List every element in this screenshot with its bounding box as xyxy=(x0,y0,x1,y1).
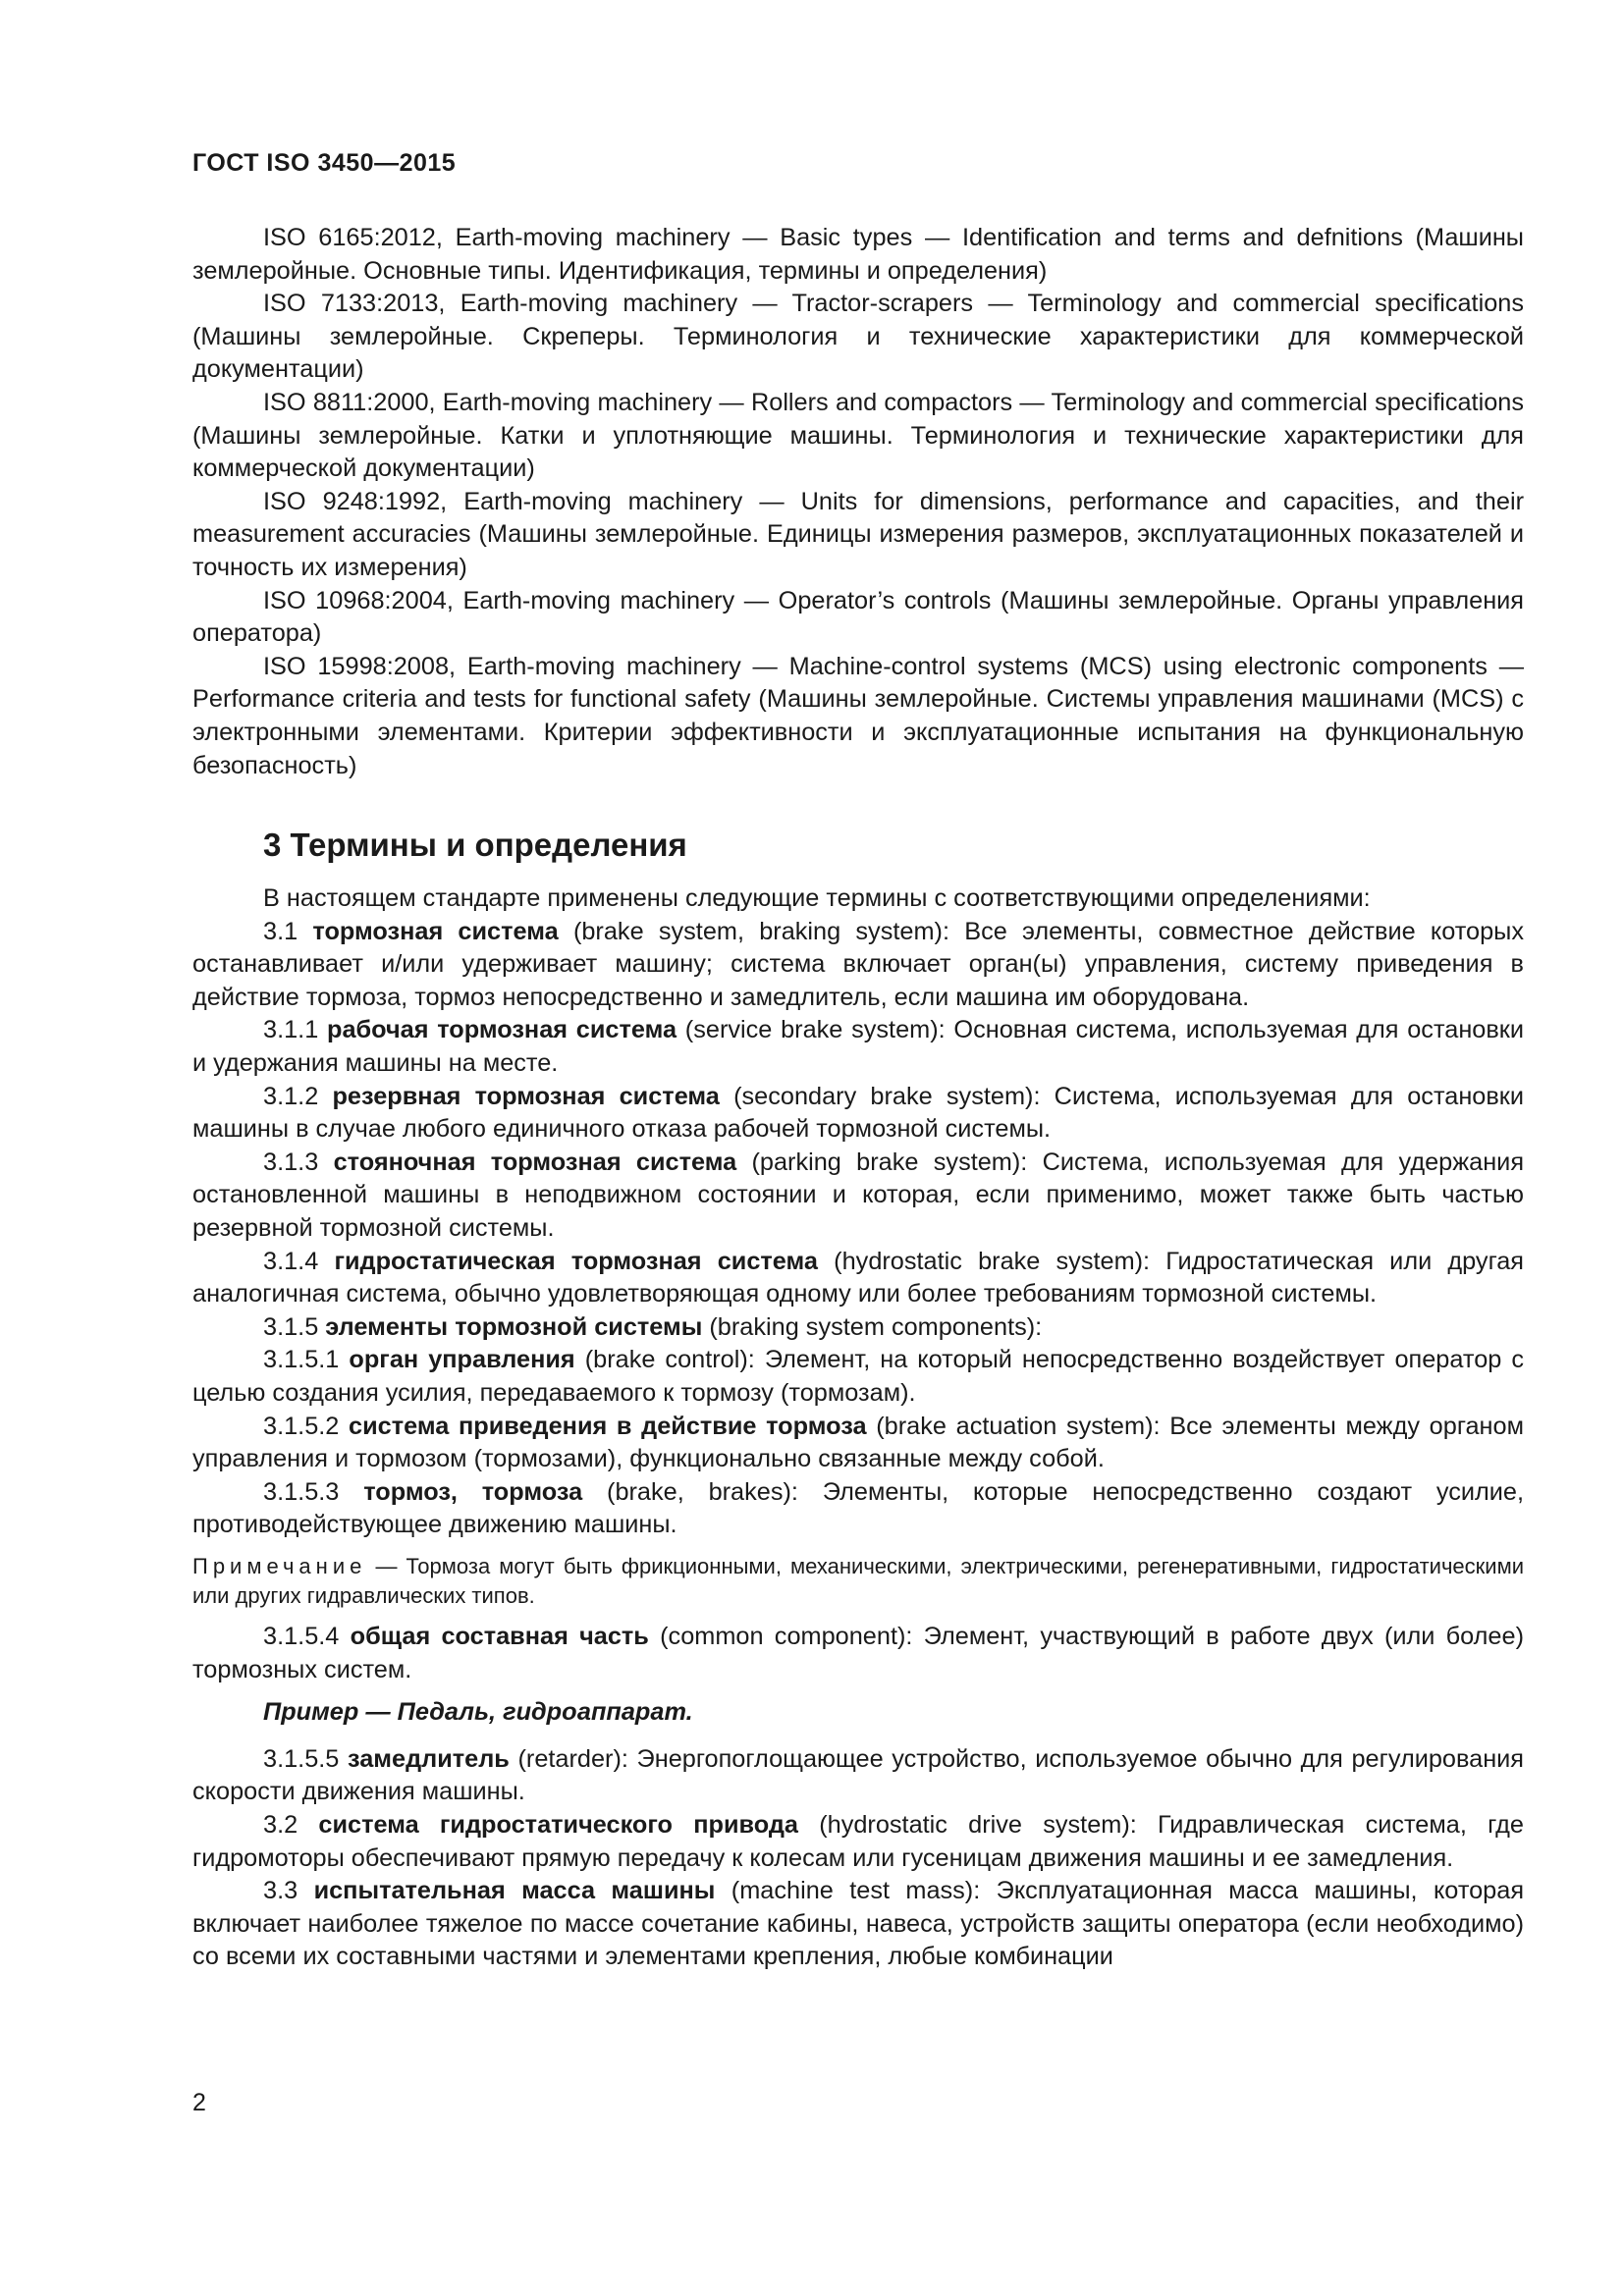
term-definition: 3.1 тормозная система (brake system, braking system): Все элементы, совместное действие которых останавливает и/или удерживает машину; система включает орган(ы) управления, систему приведения в действие тормоза, тормоз непосредственно и замедлитель, если машина им оборудована. xyxy=(192,917,1525,1011)
page-number: 2 xyxy=(192,2089,206,2116)
note xyxy=(192,1552,1524,1611)
term-name: стояночная тормозная система xyxy=(333,1148,737,1176)
term-name: тормозная система xyxy=(312,917,559,945)
note-label: Примечание xyxy=(192,1553,367,1578)
term-name: общая составная часть xyxy=(350,1622,649,1650)
reference-item: ISO 7133:2013, Earth-moving machinery — Tractor-scrapers — Terminology and commercial specifications (Машины землеройные. Скреперы. Терминология и технические характеристики для коммерческой документации) xyxy=(192,290,1524,384)
term-definition: 3.1.5.1 орган управления (brake control): Элемент, на который непосредственно воздействует оператор с целью создания усилия, передаваемого к тормозу (тормозам). xyxy=(192,1346,1524,1407)
term-definition: 3.1.3 стояночная тормозная система (parking brake system): Система, используемая для удержания остановленной машины в неподвижном состоянии и которая, если применимо, может также быть частью резервной тормозной системы. xyxy=(192,1148,1525,1243)
term-definition: 3.1.5.3 тормоз, тормоза (brake, brakes): Элементы, которые непосредственно создают усилие, противодействующее движению машины. xyxy=(192,1477,1524,1539)
standard-header: ГОСТ ISO 3450—2015 xyxy=(192,149,457,177)
term-definition: 3.1.5 элементы тормозной системы (braking system components): xyxy=(263,1312,1043,1341)
document-body xyxy=(192,222,1524,1974)
note-text: — Тормоза могут быть фрикционными, механическими, электрическими, регенеративными, гидростатическими или других гидравлических типов. xyxy=(192,1553,1524,1608)
term-name: элементы тормозной системы xyxy=(325,1312,703,1341)
term-definition: 3.1.5.2 система приведения в действие тормоза (brake actuation system): Все элементы между органом управления и тормозом (тормозами), функционально связанные между собой. xyxy=(192,1412,1524,1473)
term-definition: 3.1.4 гидростатическая тормозная система (hydrostatic brake system): Гидростатическая или другая аналогичная система, обычно удовлетворяющая одному или более требованиям тормозной системы. xyxy=(192,1247,1525,1308)
term-name: гидростатическая тормозная система xyxy=(334,1247,818,1275)
term-name: орган управления xyxy=(349,1346,575,1374)
term-name: тормоз, тормоза xyxy=(363,1477,583,1506)
reference-item: ISO 8811:2000, Earth-moving machinery — Rollers and compactors — Terminology and commercial specifications (Машины землеройные. Катки и уплотняющие машины. Терминология и технические характеристики для коммерческой документации) xyxy=(192,388,1524,483)
term-definition: 3.1.1 рабочая тормозная система (service brake system): Основная система, используемая для остановки и удержания машины на месте. xyxy=(192,1016,1525,1078)
term-name: система приведения в действие тормоза xyxy=(349,1412,867,1440)
term-name: испытательная масса машины xyxy=(313,1877,716,1905)
reference-item: ISO 15998:2008, Earth-moving machinery — Machine-control systems (MCS) using electronic components — Performance criteria and tests for functional safety (Машины землеройные. Системы управления машинами (MCS) с электронными элементами. Критерии эффективности и эксплуатационные испытания на функциональную безопасность) xyxy=(192,652,1524,779)
term-definition: 3.1.5.4 общая составная часть (common component): Элемент, участвующий в работе двух (или более) тормозных систем. xyxy=(192,1622,1524,1683)
term-name: рабочая тормозная система xyxy=(327,1016,677,1044)
reference-item: ISO 9248:1992, Earth-moving machinery — Units for dimensions, performance and capacities, and their measurement accuracies (Машины землеройные. Единицы измерения размеров, эксплуатационных показателей и точность их измерения) xyxy=(192,487,1524,581)
example: Пример — Педаль, гидроаппарат. xyxy=(263,1698,693,1727)
term-definition: 3.1.2 резервная тормозная система (secondary brake system): Система, используемая для остановки машины в случае любого единичного отказа рабочей тормозной системы. xyxy=(192,1082,1524,1144)
reference-item: ISO 10968:2004, Earth-moving machinery — Operator’s controls (Машины землеройные. Органы управления оператора) xyxy=(192,586,1524,648)
section-terms xyxy=(192,826,1524,1974)
term-definition: 3.2 система гидростатического привода (hydrostatic drive system): Гидравлическая система, где гидромоторы обеспечивают прямую передачу к колесам или гусеницам движения машины и ее замедления. xyxy=(192,1810,1525,1872)
term-definition: 3.1.5.5 замедлитель (retarder): Энергопоглощающее устройство, используемое обычно для регулирования скорости движения машины. xyxy=(192,1744,1524,1806)
term-name: система гидростатического привода xyxy=(318,1810,798,1839)
term-definition: 3.3 испытательная масса машины (machine test mass): Эксплуатационная масса машины, которая включает наиболее тяжелое по массе сочетание кабины, навеса, устройств защиты оператора (если необходимо) со всеми их составными частями и элементами крепления, любые комбинации xyxy=(192,1877,1525,1971)
section-intro: В настоящем стандарте применены следующие термины с соответствующими определениями: xyxy=(263,884,1371,913)
normative-references xyxy=(192,222,1524,782)
section-title: 3 Термины и определения xyxy=(263,827,687,864)
term-name: замедлитель xyxy=(348,1744,510,1773)
reference-item: ISO 6165:2012, Earth-moving machinery — Basic types — Identification and terms and defnitions (Машины землеройные. Основные типы. Идентификация, термины и определения) xyxy=(192,224,1524,285)
term-name: резервная тормозная система xyxy=(332,1082,720,1110)
